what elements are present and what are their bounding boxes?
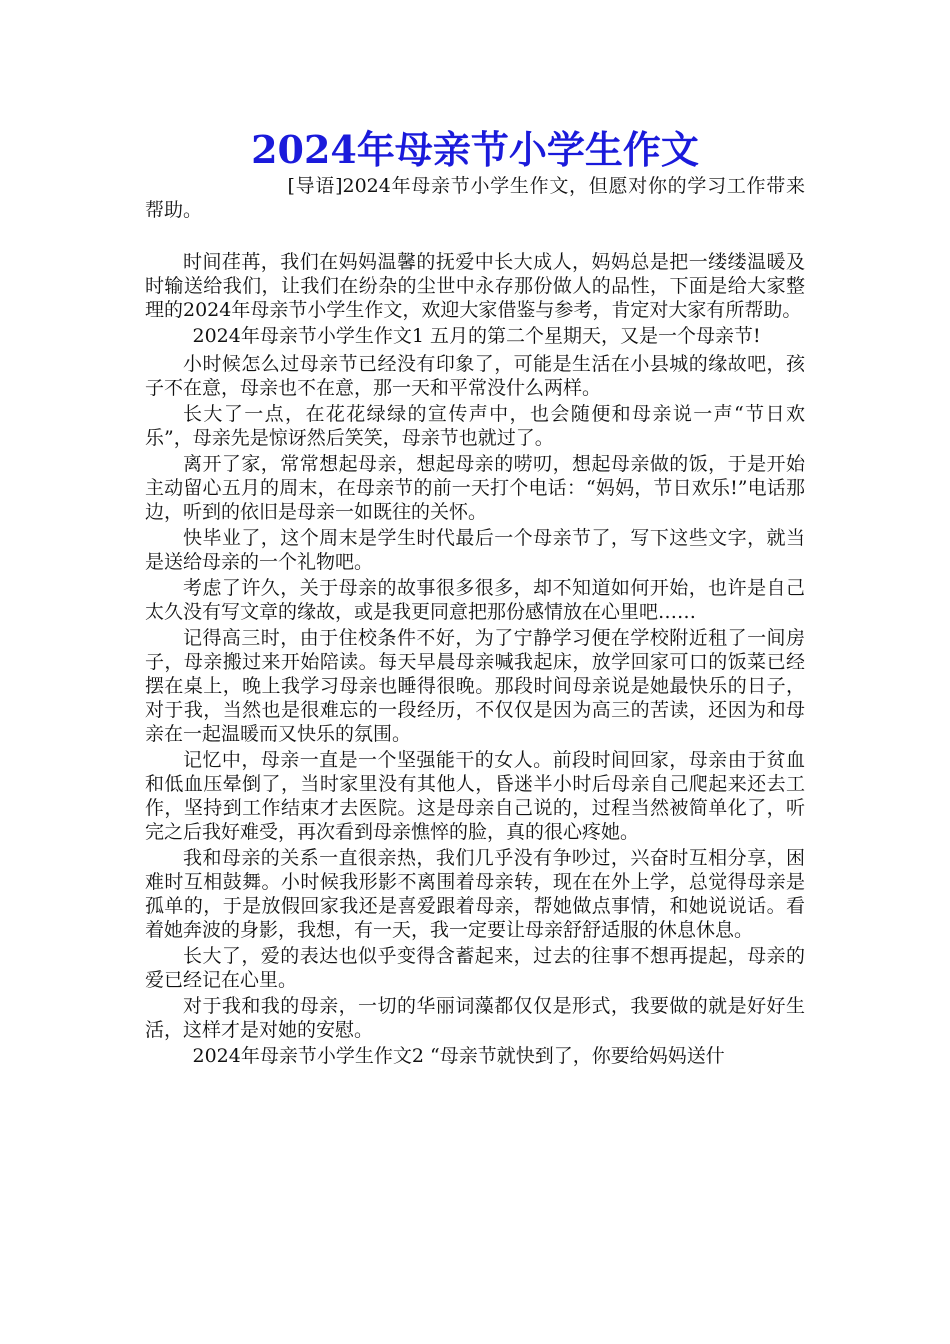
body-paragraph: 记得高三时，由于住校条件不好，为了宁静学习便在学校附近租了一间房子，母亲搬过来开始陪读。每天早晨母亲喊我起床，放学回家可口的饭菜已经摆在桌上，晚上我学习母亲也睡得很晚。那段时间母亲说是她最快乐的日子，对于我，当然也是很难忘的一段经历，不仅仅是因为高三的苦读，还因为和母亲在一起温暖而又快乐的氛围。 [145, 627, 805, 745]
guide-paragraph: [导语]2024年母亲节小学生作文，但愿对你的学习工作带来帮助。 [145, 175, 805, 221]
body-paragraph: 长大了一点，在花花绿绿的宣传声中，也会随便和母亲说一声“节日欢乐”，母亲先是惊讶然后笑笑，母亲节也就过了。 [145, 403, 805, 449]
document-title: 2024年母亲节小学生作文 [251, 127, 699, 172]
body-paragraph: 我和母亲的关系一直很亲热，我们几乎没有争吵过，兴奋时互相分享，困难时互相鼓舞。小时候我形影不离围着母亲转，现在在外上学，总觉得母亲是孤单的，于是放假回家我还是喜爱跟着母亲，帮她做点事情，和她说说话。看着她奔波的身影，我想，有一天，我一定要让母亲舒舒适服的休息休息。 [145, 847, 805, 941]
intro-paragraph: 时间荏苒，我们在妈妈温馨的抚爱中长大成人，妈妈总是把一缕缕温暖及时输送给我们，让我们在纷杂的尘世中永存那份做人的品性，下面是给大家整理的2024年母亲节小学生作文，欢迎大家借鉴与参考，肯定对大家有所帮助。 [145, 251, 805, 321]
body-paragraph: 小时候怎么过母亲节已经没有印象了，可能是生活在小县城的缘故吧，孩子不在意，母亲也不在意，那一天和平常没什么两样。 [145, 353, 805, 399]
essay-1-heading-paragraph: 2024年母亲节小学生作文1 五月的第二个星期天，又是一个母亲节! [192, 325, 761, 347]
article-body [145, 174, 805, 1070]
body-paragraph: 快毕业了，这个周末是学生时代最后一个母亲节了，写下这些文字，就当是送给母亲的一个礼物吧。 [145, 527, 805, 573]
body-paragraph: 对于我和我的母亲，一切的华丽词藻都仅仅是形式，我要做的就是好好生活，这样才是对她的安慰。 [145, 995, 805, 1041]
body-paragraph: 记忆中，母亲一直是一个坚强能干的女人。前段时间回家，母亲由于贫血和低血压晕倒了，当时家里没有其他人，昏迷半小时后母亲自己爬起来还去工作，坚持到工作结束才去医院。这是母亲自己说的，过程当然被简单化了，听完之后我好难受，再次看到母亲憔悴的脸，真的很心疼她。 [145, 749, 805, 843]
essay-2-heading-paragraph: 2024年母亲节小学生作文2 “母亲节就快到了，你要给妈妈送什 [192, 1045, 725, 1067]
body-paragraph: 长大了，爱的表达也似乎变得含蓄起来，过去的往事不想再提起，母亲的爱已经记在心里。 [145, 945, 805, 991]
body-paragraph: 离开了家，常常想起母亲，想起母亲的唠叨，想起母亲做的饭，于是开始主动留心五月的周末，在母亲节的前一天打个电话：“妈妈，节日欢乐!”电话那边，听到的依旧是母亲一如既往的关怀。 [145, 453, 805, 523]
body-paragraph: 考虑了许久，关于母亲的故事很多很多，却不知道如何开始，也许是自己太久没有写文章的缘故，或是我更同意把那份感情放在心里吧…… [145, 577, 805, 623]
